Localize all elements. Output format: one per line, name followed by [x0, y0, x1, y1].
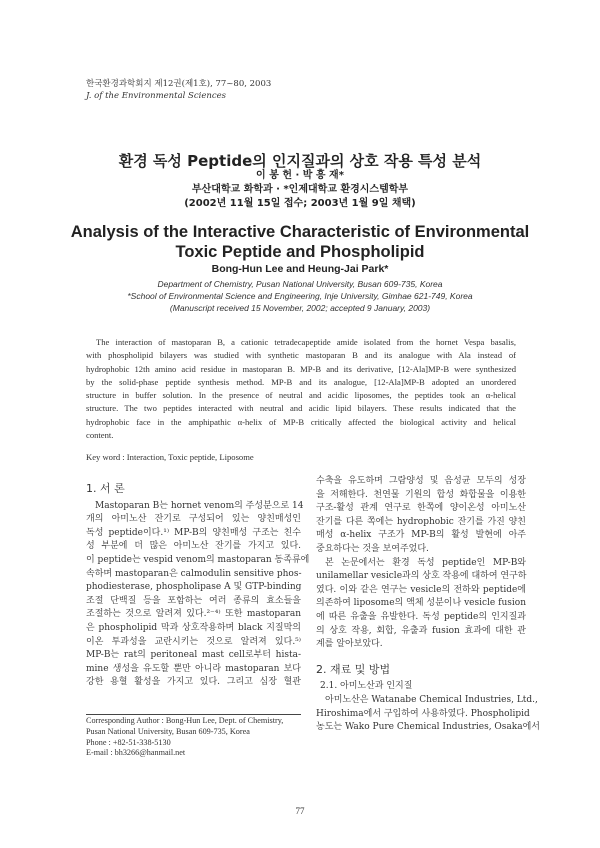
- body-line: 잔기를 다른 쪽에는 hydrophobic 잔기를 가진 양친: [316, 516, 526, 527]
- body-line: 강한 용혈 활성을 가지고 있다. 그리고 심장 혈관: [86, 677, 301, 688]
- body-line: 의 상호 작용, 회합, 유출과 fusion 효과에 대한 관: [316, 625, 526, 636]
- body-line: mine 생성을 유도할 뿐만 아니라 mastoparan 보다: [86, 663, 301, 674]
- body-line: 이온 투과성을 교란시키는 것으로 알려져 있다.⁵⁾: [86, 636, 301, 647]
- abstract-line: structure. The two peptides interacted with neutral and acidic lipid bilayers. These results indicated that the: [86, 403, 516, 414]
- body-line: Hiroshima에서 구입하여 사용하였다. Phospholipid: [316, 708, 530, 719]
- body-line: 농도는 Wako Pure Chemical Industries, Osaka에서: [316, 722, 540, 733]
- korean-affiliation: 부산대학교 화학과 · *인제대학교 환경시스템학부: [191, 184, 409, 195]
- corresponding-phone: Phone : +82-51-338-5130: [86, 737, 171, 747]
- page-number: 77: [295, 806, 305, 816]
- journal-citation: 한국환경과학회지 제12권(제1호), 77~80, 2003: [86, 79, 272, 89]
- body-line: 이 peptide는 vespid venom의 mastoparan 동족류에: [86, 554, 310, 565]
- body-line: phodiesterase, phospholipase A 및 GTP-binding: [86, 582, 302, 593]
- body-line: 을 저해한다. 천연물 기원의 합성 화합물을 이용한: [316, 489, 526, 500]
- corresponding-email: E-mail : bh3266@hanmail.net: [86, 748, 186, 758]
- abstract-line: by the solid-phase peptide synthesis method. MP-B and its analogue, [12-Ala]MP-B adopted an unordered: [86, 376, 516, 387]
- english-title-line: Analysis of the Interactive Characteristic of Environmental: [70, 223, 530, 241]
- corresponding-line: Corresponding Author : Bong-Hun Lee, Dept. of Chemistry,: [86, 716, 284, 725]
- body-line: Mastoparan B는 hornet venom의 주성분으로 14: [95, 500, 304, 511]
- journal-name: J. of the Environmental Sciences: [86, 91, 227, 101]
- affiliations: [0, 278, 600, 314]
- body-line: 독성 peptide이다.¹⁾ MP-B의 양친매성 구조는 친수: [86, 527, 301, 538]
- body-line: 아미노산은 Watanabe Chemical Industries, Ltd.,: [325, 694, 538, 705]
- body-line: 계를 알아보았다.: [316, 639, 383, 650]
- body-line: 였다. 이와 같은 연구는 vesicle의 전하와 peptide에: [316, 584, 526, 595]
- corresponding-line: Pusan National University, Busan 609-735, Korea: [86, 726, 250, 736]
- left-column: [86, 482, 310, 690]
- abstract-line: with phospholipid bilayers was studied with synthetic mastoparan B and its analogue with Ala instead of: [86, 350, 516, 361]
- abstract: [86, 336, 516, 442]
- body-line: 속하며 mastoparan은 calmodulin sensitive phos-: [86, 568, 302, 579]
- body-line: 성 부분에 더 많은 아미노산 잔기를 가지고 있다.: [86, 541, 301, 552]
- body-line: 수축을 유도하며 그람양성 및 음성균 모두의 성장: [316, 476, 526, 486]
- english-authors: Bong-Hun Lee and Heung-Jai Park*: [211, 263, 389, 275]
- body-line: 의존하여 liposome의 액체 성분이나 vesicle fusion: [316, 598, 526, 609]
- body-line: 매성 α-helix 구조가 MP-B의 활성 발현에 아주: [316, 530, 526, 541]
- journal-header: [86, 78, 271, 102]
- subsection-heading: 2.1. 아미노산과 인지질: [320, 681, 413, 692]
- korean-dates: (2002년 11월 15일 접수; 2003년 1월 9일 채택): [184, 198, 416, 209]
- korean-title: 환경 독성 Peptide의 인지질과의 상호 작용 특성 분석: [118, 152, 482, 170]
- korean-author-block: [0, 169, 600, 211]
- body-line: 조절 단백질 등을 포함하는 여러 종류의 효소들을: [86, 595, 301, 606]
- keywords: Key word : Interaction, Toxic peptide, Liposome: [86, 452, 254, 462]
- body-line: 구조-활성 관계 연구로 한쪽에 양이온성 아미노산: [316, 503, 526, 514]
- korean-authors: 이 봉 헌 · 박 흥 재*: [256, 170, 344, 181]
- section-heading: 2. 재료 및 방법: [316, 662, 391, 676]
- corresponding-author: [86, 716, 283, 759]
- affiliation-line: Department of Chemistry, Pusan National University, Busan 609-735, Korea: [157, 279, 443, 289]
- manuscript-dates: (Manuscript received 15 November, 2002; accepted 9 January, 2003): [169, 303, 431, 313]
- abstract-line: hydrophobic face in the amphipathic α-helix of MP-B critically affected the biological activity and helical: [86, 416, 516, 427]
- body-line: 에 따른 유출을 유발한다. 독성 peptide의 인지질과: [316, 611, 526, 622]
- abstract-line: The interaction of mastoparan B, a cationic tetradecapeptide amide isolated from the hornet Vespa basalis,: [96, 337, 516, 347]
- body-line: MP-B는 rat의 peritoneal mast cell로부터 hista-: [86, 650, 301, 661]
- footnote-divider: [86, 714, 301, 715]
- abstract-line: content.: [86, 430, 114, 441]
- section-heading: 1. 서 론: [86, 482, 125, 495]
- body-line: 은 phospholipid 막과 상호작용하며 black 지질막의: [86, 622, 301, 633]
- body-line: 조절하는 것으로 알려져 있다.²⁻⁴⁾ 또한 mastoparan: [86, 609, 301, 620]
- right-column: [316, 475, 540, 735]
- english-title-line: Toxic Peptide and Phospholipid: [175, 243, 425, 261]
- body-line: 개의 아미노산 잔기로 구성되어 있는 양친매성인: [86, 514, 301, 525]
- body-line: unilamellar vesicle과의 상호 작용에 대하여 연구하: [316, 571, 527, 582]
- english-title: [0, 222, 600, 262]
- abstract-line: hydrophobic 12th amino acid residue in mastoparan B. MP-B and its derivative, [12-Ala]MP-B were synthesized: [86, 363, 516, 374]
- affiliation-line: *School of Environmental Science and Engineering, Inje University, Gimhae 621-749, Korea: [127, 291, 473, 301]
- body-line: 본 논문에서는 환경 독성 peptide인 MP-B와: [325, 557, 526, 568]
- body-line: 중요하다는 것을 보여주었다.: [316, 543, 429, 554]
- abstract-line: structure in buffer solution. In the presence of neutral and acidic liposomes, the peptides took an α-helical: [86, 390, 516, 401]
